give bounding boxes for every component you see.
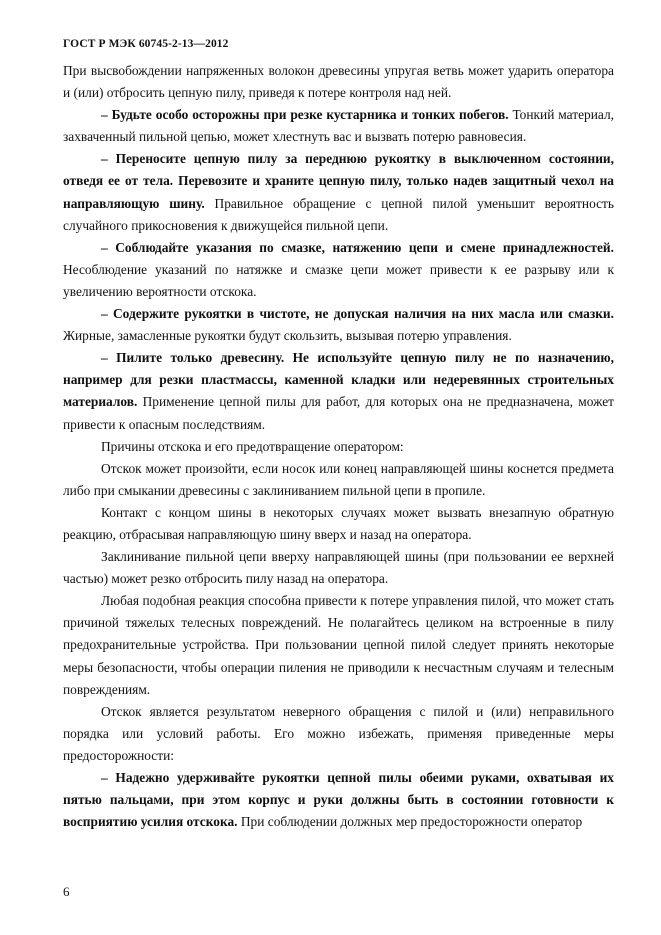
bold-instruction: – Надежно удерживайте рукоятки цепной пилы обеими руками, охватывая их пятью пальцами, при этом корпус и руки должны быть в состоянии готовности к восприятию усилия отскока. <box>63 770 614 830</box>
paragraph <box>63 347 614 435</box>
document-body <box>63 60 614 833</box>
paragraph-text: Правильное обращение с цепной пилой уменьшит вероятность случайного прикосновения к движущейся пильной цепи. <box>63 195 614 233</box>
paragraph-text: Тонкий материал, захваченный пильной цепью, может хлестнуть вас и вызвать потерю равновесия. <box>63 107 614 145</box>
paragraph <box>63 237 614 303</box>
paragraph-text: Применение цепной пилы для работ, для которых она не предназначена, может привести к опасным последствиям. <box>63 394 614 432</box>
paragraph <box>63 104 614 148</box>
paragraph <box>63 303 614 347</box>
paragraph-text: Причины отскока и его предотвращение оператором: <box>101 438 404 454</box>
paragraph-text: Заклинивание пильной цепи вверху направляющей шины (при пользовании ее верхней частью) может резко отбросить пилу назад на оператора. <box>63 549 614 587</box>
paragraph <box>63 590 614 700</box>
paragraph <box>63 767 614 833</box>
paragraph-text: Отскок является результатом неверного обращения с пилой и (или) неправильного порядка или условий работы. Его можно избежать, применяя приведенные меры предосторожности: <box>63 703 614 763</box>
bold-instruction: – Пилите только древесину. Не используйте цепную пилу не по назначению, например для резки пластмассы, каменной кладки или недеревянных строительных материалов. <box>63 350 614 410</box>
paragraph <box>63 701 614 767</box>
paragraph-text: При высвобождении напряженных волокон древесины упругая ветвь может ударить оператора и (или) отбросить цепную пилу, приведя к потере контроля над ней. <box>63 63 614 101</box>
bold-instruction: – Соблюдайте указания по смазке, натяжению цепи и смене принадлежностей. <box>101 239 614 255</box>
paragraph <box>63 458 614 502</box>
paragraph-text: При соблюдении должных мер предосторожности оператор <box>237 814 583 830</box>
document-header: ГОСТ Р МЭК 60745-2-13—2012 <box>63 38 229 50</box>
paragraph-text: Несоблюдение указаний по натяжке и смазке цепи может привести к ее разрыву или к увеличению вероятности отскока. <box>63 261 614 299</box>
paragraph-text: Контакт с концом шины в некоторых случаях может вызвать внезапную обратную реакцию, отбрасывая направляющую шину вверх и назад на оператора. <box>63 504 614 542</box>
paragraph-text: Отскок может произойти, если носок или конец направляющей шины коснется предмета либо при смыкании древесины с заклиниванием пильной цепи в пропиле. <box>63 460 614 498</box>
paragraph-text: Жирные, замасленные рукоятки будут скользить, вызывая потерю управления. <box>63 328 512 344</box>
paragraph <box>63 60 614 104</box>
paragraph <box>63 502 614 546</box>
bold-instruction: – Будьте особо осторожны при резке кустарника и тонких побегов. <box>101 107 509 123</box>
paragraph <box>63 546 614 590</box>
paragraph-text: Любая подобная реакция способна привести к потере управления пилой, что может стать причиной тяжелых телесных повреждений. Не полагайтесь целиком на встроенные в пилу предохранительные устройства. При пользовании цепной пилой следует принять некоторые меры безопасности, чтобы операции пиления не приводили к несчастным случаям и телесным повреждениям. <box>63 593 614 697</box>
bold-instruction: – Переносите цепную пилу за переднюю рукоятку в выключенном состоянии, отведя ее от тела. Перевозите и храните цепную пилу, только надев защитный чехол на направляющую шину. <box>63 151 614 211</box>
paragraph <box>63 148 614 236</box>
bold-instruction: – Содержите рукоятки в чистоте, не допуская наличия на них масла или смазки. <box>101 306 614 322</box>
paragraph <box>63 436 614 458</box>
page-number: 6 <box>63 884 70 899</box>
